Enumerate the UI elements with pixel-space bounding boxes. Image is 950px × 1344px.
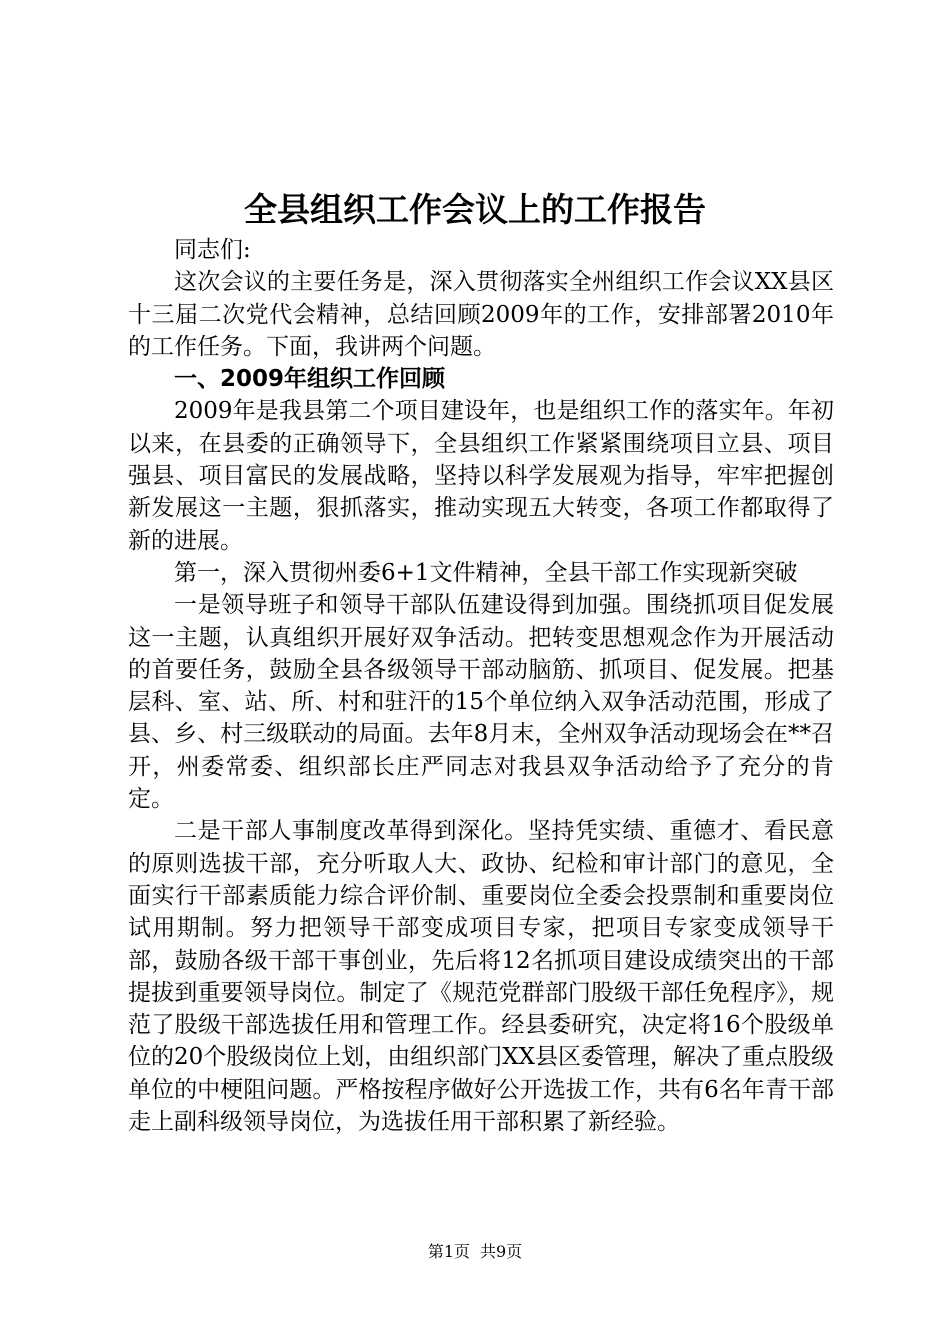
document-body: [128, 234, 834, 1138]
paragraph-point-two: 二是干部人事制度改革得到深化。坚持凭实绩、重德才、看民意的原则选拔干部，充分听取人大、政协、纪检和审计部门的意见，全面实行干部素质能力综合评价制、重要岗位全委会投票制和重要岗位试用期制。努力把领导干部变成项目专家，把项目专家变成领导干部，鼓励各级干部干事创业，先后将12名抓项目建设成绩突出的干部提拔到重要领导岗位。制定了《规范党群部门股级干部任免程序》，规范了股级干部选拔任用和管理工作。经县委研究，决定将16个股级单位的20个股级岗位上划，由组织部门XX县区委管理，解决了重点股级单位的中梗阻问题。严格按程序做好公开选拔工作，共有6名年青干部走上副科级领导岗位，为选拔任用干部积累了新经验。: [128, 818, 835, 1136]
page-number: 第1页: [427, 1242, 470, 1261]
paragraph-intro: 这次会议的主要任务是，深入贯彻落实全州组织工作会议XX县区十三届二次党代会精神，总结回顾2009年的工作，安排部署2010年的工作任务。下面，我讲两个问题。: [128, 269, 834, 360]
page-total: 共9页: [480, 1242, 523, 1261]
paragraph-overview: 2009年是我县第二个项目建设年，也是组织工作的落实年。年初以来，在县委的正确领导下，全县组织工作紧紧围绕项目立县、项目强县、项目富民的发展战略，坚持以科学发展观为指导，牢牢把握创新发展这一主题，狠抓落实，推动实现五大转变，各项工作都取得了新的进展。: [128, 398, 834, 554]
document-title: 全县组织工作会议上的工作报告: [244, 190, 706, 229]
paragraph-point-one: 一是领导班子和领导干部队伍建设得到加强。围绕抓项目促发展这一主题，认真组织开展好双争活动。把转变思想观念作为开展活动的首要任务，鼓励全县各级领导干部动脑筋、抓项目、促发展。把基层科、室、站、所、村和驻汗的15个单位纳入双争活动范围，形成了县、乡、村三级联动的局面。去年8月末，全州双争活动现场会在**召开，州委常委、组织部长庄严同志对我县双争活动给予了充分的肯定。: [128, 592, 834, 813]
section-heading: 一、2009年组织工作回顾: [174, 366, 446, 393]
salutation: 同志们:: [174, 237, 251, 263]
subsection-heading: 第一，深入贯彻州委6+1文件精神，全县干部工作实现新突破: [174, 559, 798, 586]
page-footer: [0, 1240, 950, 1264]
